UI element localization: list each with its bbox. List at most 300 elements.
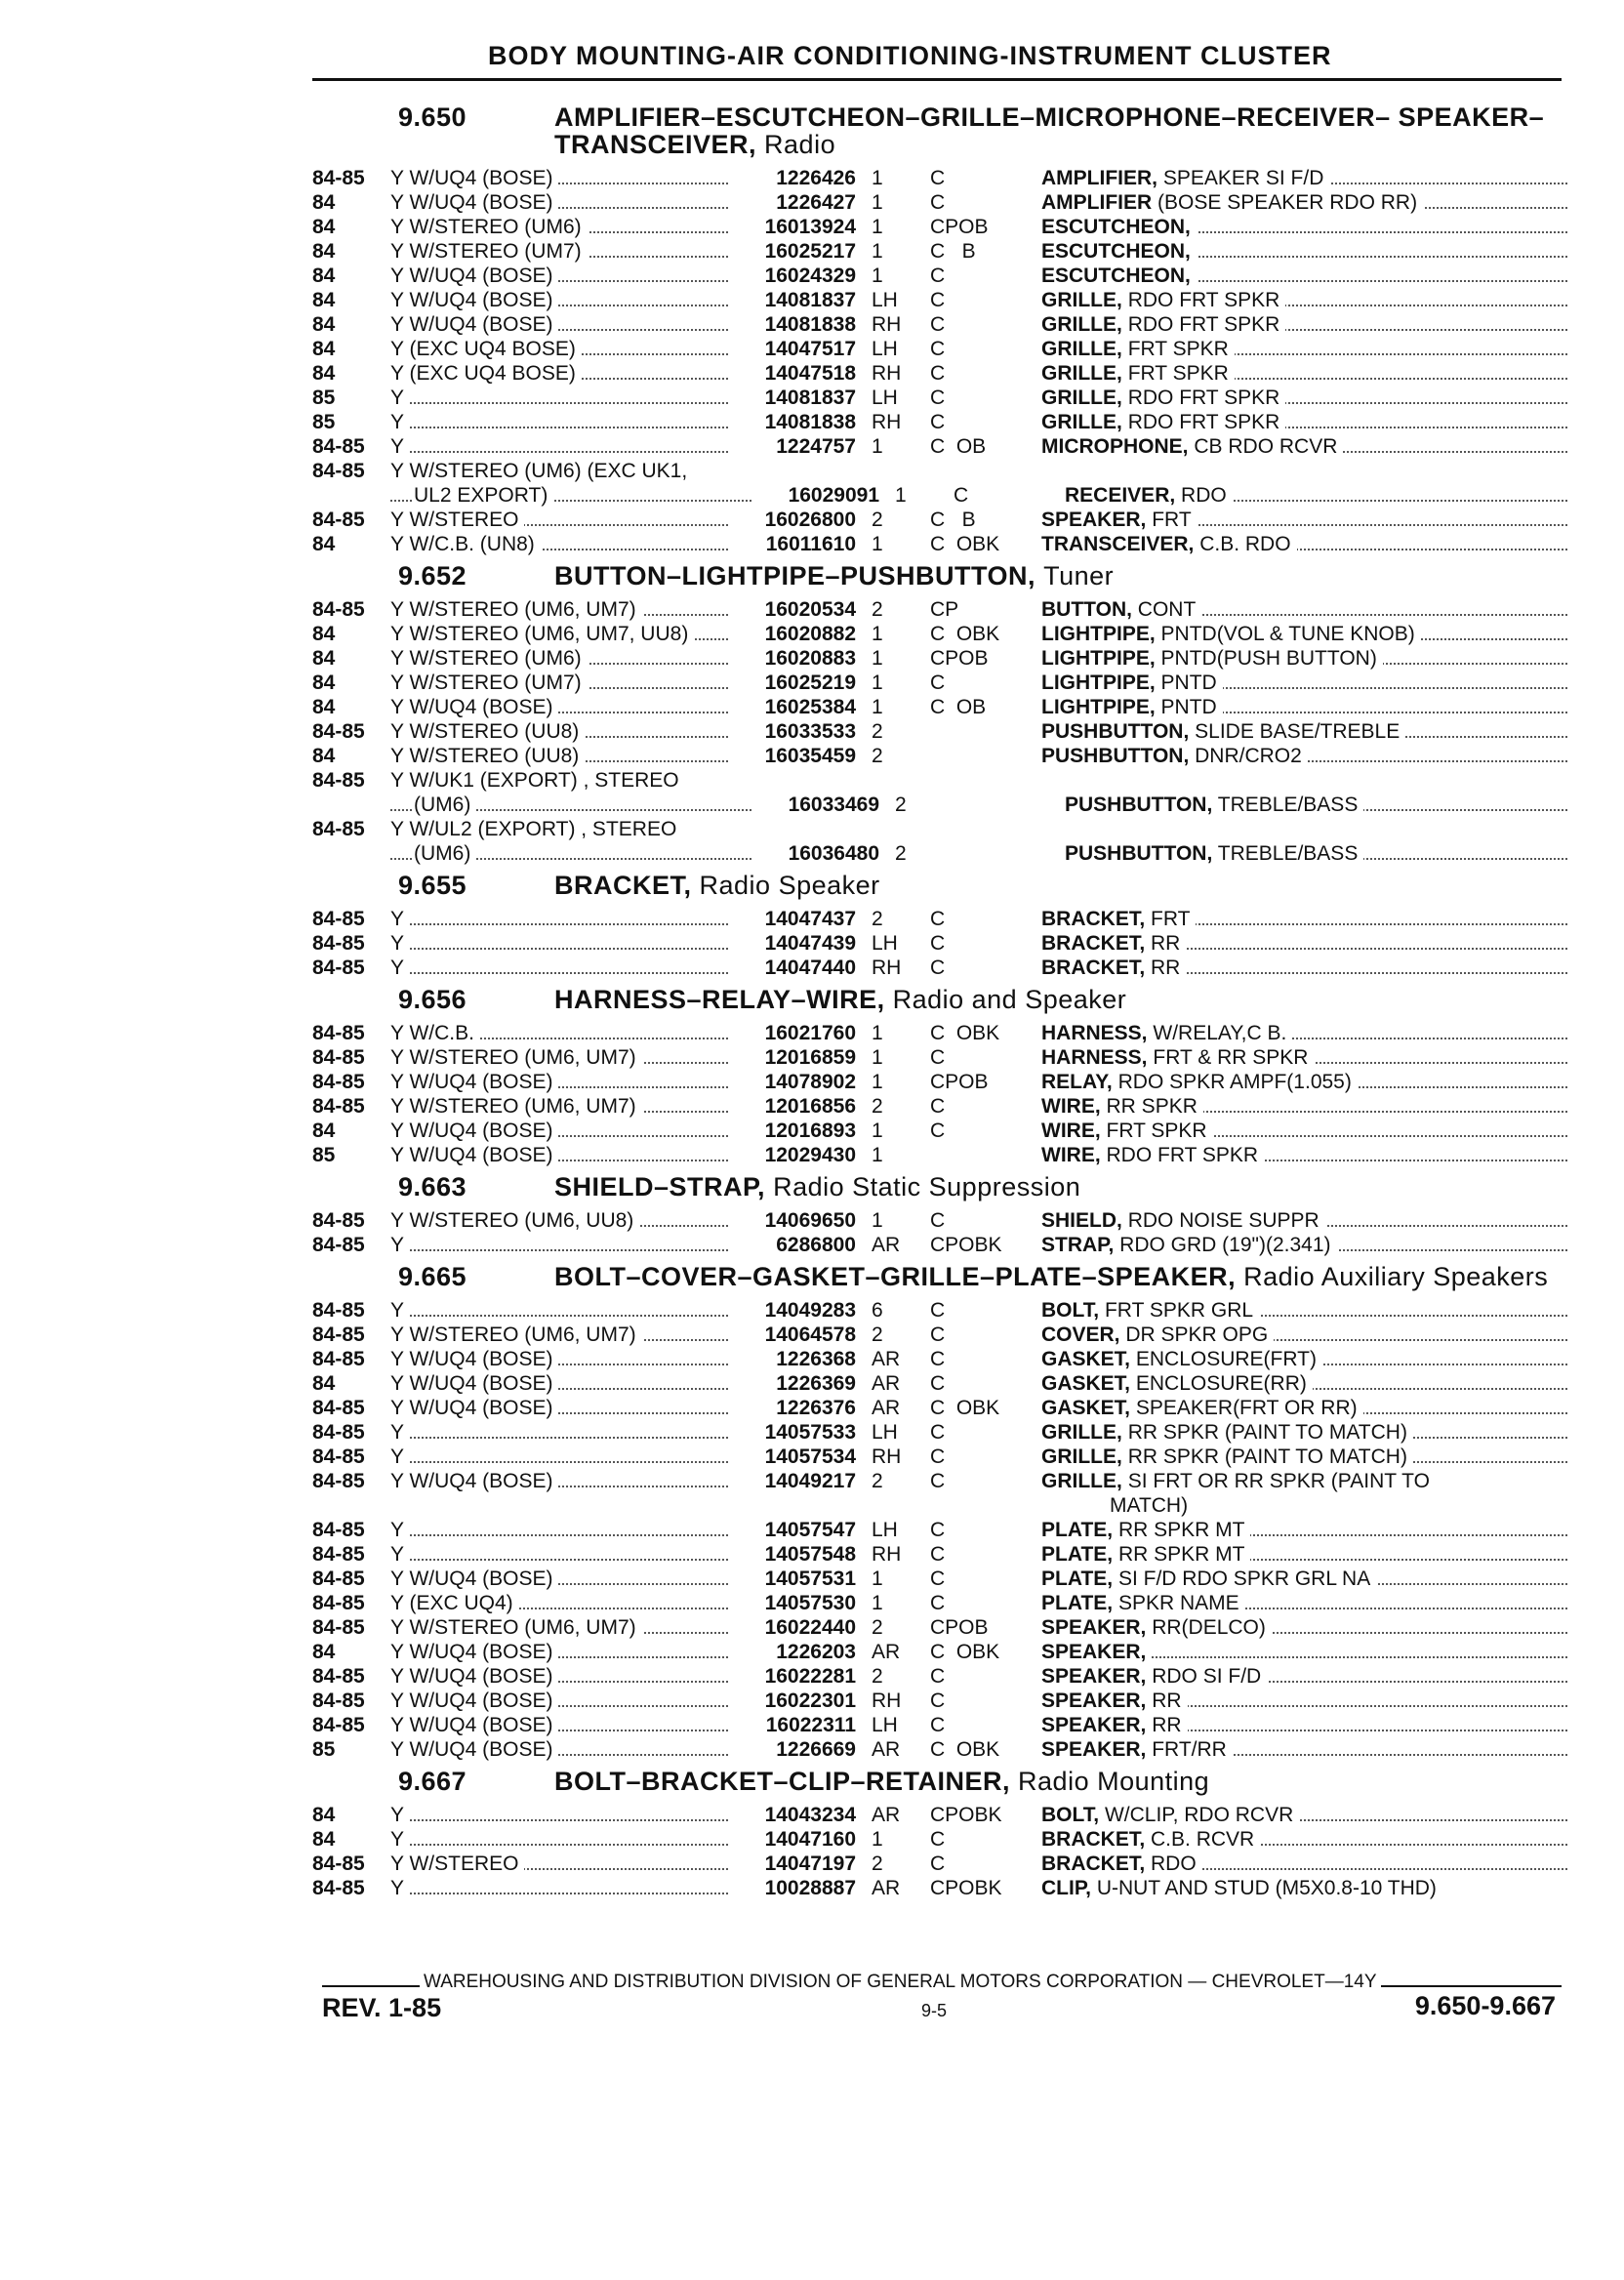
part-detail: RDO FRT SPKR — [1127, 411, 1280, 433]
model-year: 84-85 — [312, 1543, 365, 1566]
quantity: 1 — [872, 240, 883, 263]
application-text: Y W/UQ4 (BOSE) — [390, 1714, 558, 1736]
source-code: C — [930, 289, 946, 311]
part-name: PLATE, — [1041, 1568, 1114, 1590]
application-text: (UM6) — [414, 842, 476, 865]
application-cell — [390, 1143, 734, 1167]
dot-leader — [390, 1461, 728, 1463]
application-cell — [390, 1615, 734, 1640]
section-name: BRACKET, — [554, 871, 692, 900]
description-cell — [1041, 459, 1571, 483]
description-text — [1041, 932, 1186, 955]
description-text — [1041, 696, 1223, 718]
part-name: ESCUTCHEON, — [1041, 265, 1191, 287]
dot-leader — [390, 1819, 728, 1821]
application-text: Y W/STEREO (UM6, UM7) — [390, 1616, 642, 1639]
part-name: LIGHTPIPE, — [1041, 672, 1156, 694]
description-cell — [1041, 215, 1571, 239]
part-row — [312, 1208, 1571, 1233]
quantity — [856, 768, 924, 793]
section-name-wrap — [554, 1768, 1571, 1795]
description-text — [1041, 1641, 1152, 1663]
application-text: Y W/UQ4 (BOSE) — [390, 1665, 558, 1688]
source-code: C — [930, 957, 946, 979]
application-cell — [390, 215, 734, 239]
source-code — [924, 768, 1041, 793]
application-text: Y W/STEREO (UM6, UU8) — [390, 1209, 639, 1232]
part-name: GRILLE, — [1041, 1421, 1122, 1444]
quantity: RH — [872, 1445, 902, 1468]
quantity: 1 — [872, 1568, 883, 1590]
part-number: 16020882 — [764, 623, 856, 645]
part-row — [312, 793, 1571, 817]
page-number: 9-5 — [921, 2001, 948, 2020]
source-code: C — [930, 1372, 946, 1395]
application-cell — [390, 1396, 734, 1420]
source-code: C — [930, 1421, 946, 1444]
model-year: 84-85 — [312, 509, 365, 531]
application-cell — [390, 646, 734, 671]
part-number: 14064578 — [764, 1323, 856, 1346]
model-year: 84-85 — [312, 908, 365, 930]
description-cell — [1041, 1615, 1571, 1640]
description-text — [1041, 167, 1329, 189]
source-code: C OBK — [930, 533, 1000, 555]
description-text — [1065, 484, 1233, 507]
application-cell — [390, 166, 734, 190]
dot-leader — [390, 1534, 728, 1536]
model-year: 84 — [312, 647, 336, 670]
part-name: LIGHTPIPE, — [1041, 623, 1156, 645]
description-text — [1041, 1519, 1250, 1541]
description-text — [1041, 216, 1197, 238]
part-number: 14047160 — [764, 1828, 856, 1851]
description-text — [1041, 1445, 1413, 1468]
description-cell — [1041, 386, 1571, 410]
part-name: PUSHBUTTON, — [1041, 745, 1190, 767]
dot-leader — [390, 972, 728, 974]
source-code: C — [954, 484, 969, 507]
description-text — [1041, 460, 1047, 482]
part-detail: SPKR NAME — [1117, 1592, 1239, 1614]
part-number: 14047437 — [764, 908, 856, 930]
application-text: Y — [390, 1877, 410, 1899]
quantity: RH — [872, 957, 902, 979]
application-text: Y W/UQ4 (BOSE) — [390, 313, 558, 336]
description-text — [1041, 818, 1047, 840]
part-name: AMPLIFIER — [1041, 191, 1153, 214]
part-detail: RDO SI F/D — [1152, 1665, 1262, 1688]
description-cell — [1041, 1713, 1571, 1737]
source-code — [924, 719, 1041, 744]
application-cell — [390, 817, 734, 841]
section-name-wrap — [554, 872, 1571, 899]
model-year: 84-85 — [312, 769, 365, 792]
quantity: LH — [872, 1519, 898, 1541]
application-text: Y W/UQ4 (BOSE) — [390, 1120, 558, 1142]
part-name: BRACKET, — [1041, 908, 1146, 930]
part-row — [312, 434, 1571, 459]
part-number — [734, 459, 856, 483]
part-name: GRILLE, — [1041, 362, 1122, 385]
section-name: BOLT–BRACKET–CLIP–RETAINER, — [554, 1767, 1011, 1796]
model-year — [312, 1493, 390, 1518]
part-row — [312, 1493, 1571, 1518]
description-text — [1041, 1209, 1325, 1232]
description-cell — [1041, 1518, 1571, 1542]
part-detail: RDO FRT SPKR — [1127, 387, 1280, 409]
section-name-wrap — [554, 1173, 1571, 1201]
quantity: 2 — [872, 1665, 883, 1688]
application-cell — [390, 793, 757, 817]
application-text: Y — [390, 1543, 410, 1566]
source-code: C — [930, 1209, 946, 1232]
section-number: 9.650 — [398, 102, 467, 132]
part-detail: PNTD — [1160, 672, 1217, 694]
application-cell — [390, 671, 734, 695]
model-year — [312, 841, 390, 866]
application-cell — [390, 288, 734, 312]
model-year: 84-85 — [312, 167, 365, 189]
model-year: 84-85 — [312, 1323, 365, 1346]
application-cell — [390, 1420, 734, 1445]
description-text — [1041, 1665, 1267, 1688]
application-text: Y — [390, 908, 410, 930]
model-year — [312, 793, 390, 817]
part-number: 14081837 — [764, 289, 856, 311]
part-number: 1226426 — [776, 167, 856, 189]
model-year: 84 — [312, 1804, 336, 1826]
quantity: 1 — [872, 1828, 883, 1851]
model-year: 85 — [312, 1144, 336, 1166]
application-cell — [390, 1298, 734, 1323]
part-number — [734, 1493, 856, 1518]
part-name: HARNESS, — [1041, 1046, 1148, 1069]
part-number: 16025217 — [764, 240, 856, 263]
source-code: C B — [930, 509, 976, 531]
model-year: 84-85 — [312, 720, 365, 743]
application-cell — [390, 841, 757, 866]
part-row — [312, 459, 1571, 483]
source-code: C — [930, 1543, 946, 1566]
description-text — [1041, 720, 1405, 743]
application-text: Y W/STEREO (UU8) — [390, 745, 585, 767]
application-cell — [390, 1852, 734, 1876]
application-text: Y — [390, 1445, 410, 1468]
application-cell — [390, 1542, 734, 1567]
part-detail: W/RELAY,C B. — [1153, 1022, 1287, 1044]
quantity: 1 — [872, 647, 883, 670]
part-name: RELAY, — [1041, 1071, 1113, 1093]
source-code: C — [930, 932, 946, 955]
description-text — [1041, 362, 1235, 385]
part-detail: SPEAKER(FRT OR RR) — [1135, 1397, 1358, 1419]
description-cell — [1041, 1371, 1571, 1396]
application-cell — [390, 1591, 734, 1615]
model-year: 84-85 — [312, 1299, 365, 1322]
dot-leader — [390, 923, 728, 925]
part-row — [312, 1021, 1571, 1045]
part-name: PUSHBUTTON, — [1065, 842, 1213, 865]
description-cell — [1041, 434, 1571, 459]
part-row — [312, 264, 1571, 288]
part-number: 16020534 — [764, 598, 856, 621]
application-cell — [390, 597, 734, 622]
part-detail: FRT — [1152, 509, 1192, 531]
part-row — [312, 1664, 1571, 1689]
part-name: BUTTON, — [1041, 598, 1132, 621]
model-year: 84-85 — [312, 1690, 365, 1712]
part-detail: CB RDO RCVR — [1194, 435, 1338, 458]
description-text — [1041, 387, 1285, 409]
application-text: Y W/STEREO — [390, 509, 524, 531]
footer-text: WAREHOUSING AND DISTRIBUTION DIVISION OF GENERAL MOTORS CORPORATION — CHEVROLET—14Y — [420, 1972, 1381, 1993]
application-text: Y W/UQ4 (BOSE) — [390, 191, 558, 214]
quantity: 1 — [872, 435, 883, 458]
part-row — [312, 1689, 1571, 1713]
application-cell — [390, 1233, 734, 1257]
section-subtitle: Radio Mounting — [1018, 1767, 1210, 1796]
description-cell — [1041, 1021, 1571, 1045]
description-text — [1041, 191, 1423, 214]
part-detail: SPEAKER SI F/D — [1162, 167, 1324, 189]
section-title — [312, 1263, 1571, 1290]
description-text — [1041, 1348, 1322, 1370]
part-name: GRILLE, — [1041, 1445, 1122, 1468]
description-cell — [1041, 1876, 1571, 1900]
part-detail: RDO SPKR AMPF(1.055) — [1117, 1071, 1352, 1093]
application-text: Y W/UQ4 (BOSE) — [390, 1397, 558, 1419]
part-number: 14057531 — [764, 1568, 856, 1590]
source-code: CPOB — [930, 1071, 989, 1093]
section-number: 9.663 — [398, 1172, 467, 1201]
part-name: SHIELD, — [1041, 1209, 1122, 1232]
application-cell — [390, 1208, 734, 1233]
description-text — [1041, 1095, 1203, 1118]
application-text: Y W/UQ4 (BOSE) — [390, 1144, 558, 1166]
description-text — [1041, 1046, 1314, 1069]
quantity: 2 — [872, 745, 883, 767]
part-detail: RR(DELCO) — [1152, 1616, 1266, 1639]
model-year — [312, 483, 390, 508]
part-row — [312, 1615, 1571, 1640]
quantity: AR — [872, 1738, 901, 1761]
description-cell — [1041, 956, 1571, 980]
description-cell — [1041, 1591, 1571, 1615]
model-year: 84 — [312, 240, 336, 263]
description-cell — [1041, 597, 1571, 622]
application-cell — [390, 190, 734, 215]
part-name: WIRE, — [1041, 1144, 1101, 1166]
part-row — [312, 1518, 1571, 1542]
revision-label: REV. 1-85 — [322, 1993, 442, 2022]
source-code: C — [930, 338, 946, 360]
part-detail: RR — [1152, 1690, 1182, 1712]
source-code: C — [930, 265, 946, 287]
application-text: Y — [390, 1421, 410, 1444]
part-detail: MATCH) — [1110, 1494, 1189, 1517]
part-name: GASKET, — [1041, 1348, 1131, 1370]
model-year: 84 — [312, 1828, 336, 1851]
part-detail: C.B. RDO — [1199, 533, 1291, 555]
quantity — [856, 1493, 924, 1518]
description-cell — [1041, 1567, 1571, 1591]
part-detail: PNTD(VOL & TUNE KNOB) — [1160, 623, 1415, 645]
description-cell — [1041, 768, 1571, 793]
part-detail: TREBLE/BASS — [1217, 794, 1359, 816]
application-cell — [390, 768, 734, 793]
part-number: 14047517 — [764, 338, 856, 360]
part-row — [312, 719, 1571, 744]
model-year: 84-85 — [312, 932, 365, 955]
part-detail: ENCLOSURE(FRT) — [1135, 1348, 1317, 1370]
description-cell — [1041, 1689, 1571, 1713]
quantity: 1 — [895, 484, 907, 507]
application-text: Y — [390, 1519, 410, 1541]
description-cell — [1041, 1803, 1571, 1827]
source-code: C B — [930, 240, 976, 263]
application-text: Y — [390, 411, 410, 433]
model-year: 84 — [312, 1120, 336, 1142]
source-code: C — [930, 1714, 946, 1736]
source-code: C — [930, 1592, 946, 1614]
part-row — [312, 695, 1571, 719]
model-year: 84-85 — [312, 1209, 365, 1232]
part-number: 16020883 — [764, 647, 856, 670]
description-cell — [1041, 1298, 1571, 1323]
application-text: Y W/UK1 (EXPORT) , STEREO — [390, 769, 685, 792]
part-detail: CONT — [1137, 598, 1197, 621]
model-year: 84-85 — [312, 598, 365, 621]
part-name: BRACKET, — [1041, 1852, 1146, 1875]
description-text — [1041, 533, 1297, 555]
description-text — [1041, 1592, 1245, 1614]
application-cell — [390, 1070, 734, 1094]
application-cell — [390, 622, 734, 646]
source-code: C OBK — [930, 1641, 1000, 1663]
application-cell — [390, 1803, 734, 1827]
application-text: Y (EXC UQ4 BOSE) — [390, 338, 582, 360]
description-text — [1041, 1738, 1233, 1761]
part-number: 16022440 — [764, 1616, 856, 1639]
page-header — [312, 39, 1562, 81]
model-year: 84-85 — [312, 1592, 365, 1614]
description-text — [1041, 1714, 1188, 1736]
part-name: GRILLE, — [1041, 289, 1122, 311]
application-text: Y W/STEREO (UM6, UM7, UU8) — [390, 623, 694, 645]
model-year: 84-85 — [312, 1852, 365, 1875]
part-row — [312, 1070, 1571, 1094]
application-cell — [390, 1371, 734, 1396]
description-cell — [1041, 1143, 1571, 1167]
parts-catalog — [312, 98, 1571, 1900]
description-cell — [1041, 312, 1571, 337]
application-text: Y W/STEREO (UM7) — [390, 672, 588, 694]
model-year: 85 — [312, 1738, 336, 1761]
quantity: RH — [872, 313, 902, 336]
application-cell — [390, 434, 734, 459]
model-year: 84 — [312, 672, 336, 694]
part-row — [312, 1119, 1571, 1143]
dot-leader — [390, 451, 728, 453]
section-name-wrap — [554, 986, 1571, 1013]
description-text — [1041, 1804, 1299, 1826]
source-code: C OBK — [930, 1022, 1000, 1044]
section-number: 9.665 — [398, 1262, 467, 1291]
section-title — [312, 103, 1571, 158]
part-name: AMPLIFIER, — [1041, 167, 1157, 189]
part-row — [312, 768, 1571, 793]
source-code — [948, 793, 1065, 817]
footer-line — [322, 1972, 1562, 1995]
part-name: CLIP, — [1041, 1877, 1091, 1899]
part-name: SPEAKER, — [1041, 1738, 1147, 1761]
section-title — [312, 1173, 1571, 1201]
part-row — [312, 1640, 1571, 1664]
part-number: 16024329 — [764, 265, 856, 287]
application-cell — [390, 1469, 734, 1493]
model-year: 84 — [312, 338, 336, 360]
description-cell — [1041, 1045, 1571, 1070]
application-text: Y W/STEREO (UM6, UM7) — [390, 598, 642, 621]
quantity: 1 — [872, 672, 883, 694]
part-name: SPEAKER, — [1041, 1665, 1147, 1688]
description-cell — [1041, 239, 1571, 264]
application-text: Y W/STEREO (UM7) — [390, 240, 588, 263]
description-cell — [1041, 1119, 1571, 1143]
description-cell — [1041, 1493, 1571, 1518]
quantity: AR — [872, 1877, 901, 1899]
section-name-wrap — [554, 562, 1571, 590]
part-row — [312, 671, 1571, 695]
source-code: C — [930, 1095, 946, 1118]
part-detail: FRT SPKR — [1127, 338, 1229, 360]
application-cell — [390, 1640, 734, 1664]
section-subtitle: Radio and Speaker — [892, 985, 1127, 1014]
source-code — [924, 744, 1041, 768]
part-row — [312, 532, 1571, 556]
model-year: 85 — [312, 387, 336, 409]
part-name: GRILLE, — [1041, 1470, 1122, 1492]
part-row — [312, 956, 1571, 980]
part-number: 16022311 — [765, 1714, 856, 1736]
quantity: 6 — [872, 1299, 883, 1322]
description-text — [1041, 1299, 1259, 1322]
source-code: CPOBK — [930, 1804, 1002, 1826]
source-code: C — [930, 1046, 946, 1069]
section-number: 9.656 — [398, 985, 467, 1014]
description-text — [1041, 598, 1201, 621]
description-cell — [1041, 907, 1571, 931]
part-row — [312, 1396, 1571, 1420]
description-cell — [1041, 288, 1571, 312]
part-row — [312, 508, 1571, 532]
part-row — [312, 239, 1571, 264]
description-text — [1041, 623, 1421, 645]
application-cell — [390, 744, 734, 768]
source-code: C — [930, 1120, 946, 1142]
part-row — [312, 1347, 1571, 1371]
application-text: Y W/STEREO (UM6) — [390, 216, 588, 238]
section-number: 9.652 — [398, 561, 467, 590]
application-text: Y W/UQ4 (BOSE) — [390, 1372, 558, 1395]
quantity: 1 — [872, 1592, 883, 1614]
part-row — [312, 597, 1571, 622]
application-text: Y W/C.B. — [390, 1022, 480, 1044]
quantity: RH — [872, 362, 902, 385]
dot-leader — [390, 1437, 728, 1439]
part-detail: RR SPKR MT — [1117, 1519, 1245, 1541]
